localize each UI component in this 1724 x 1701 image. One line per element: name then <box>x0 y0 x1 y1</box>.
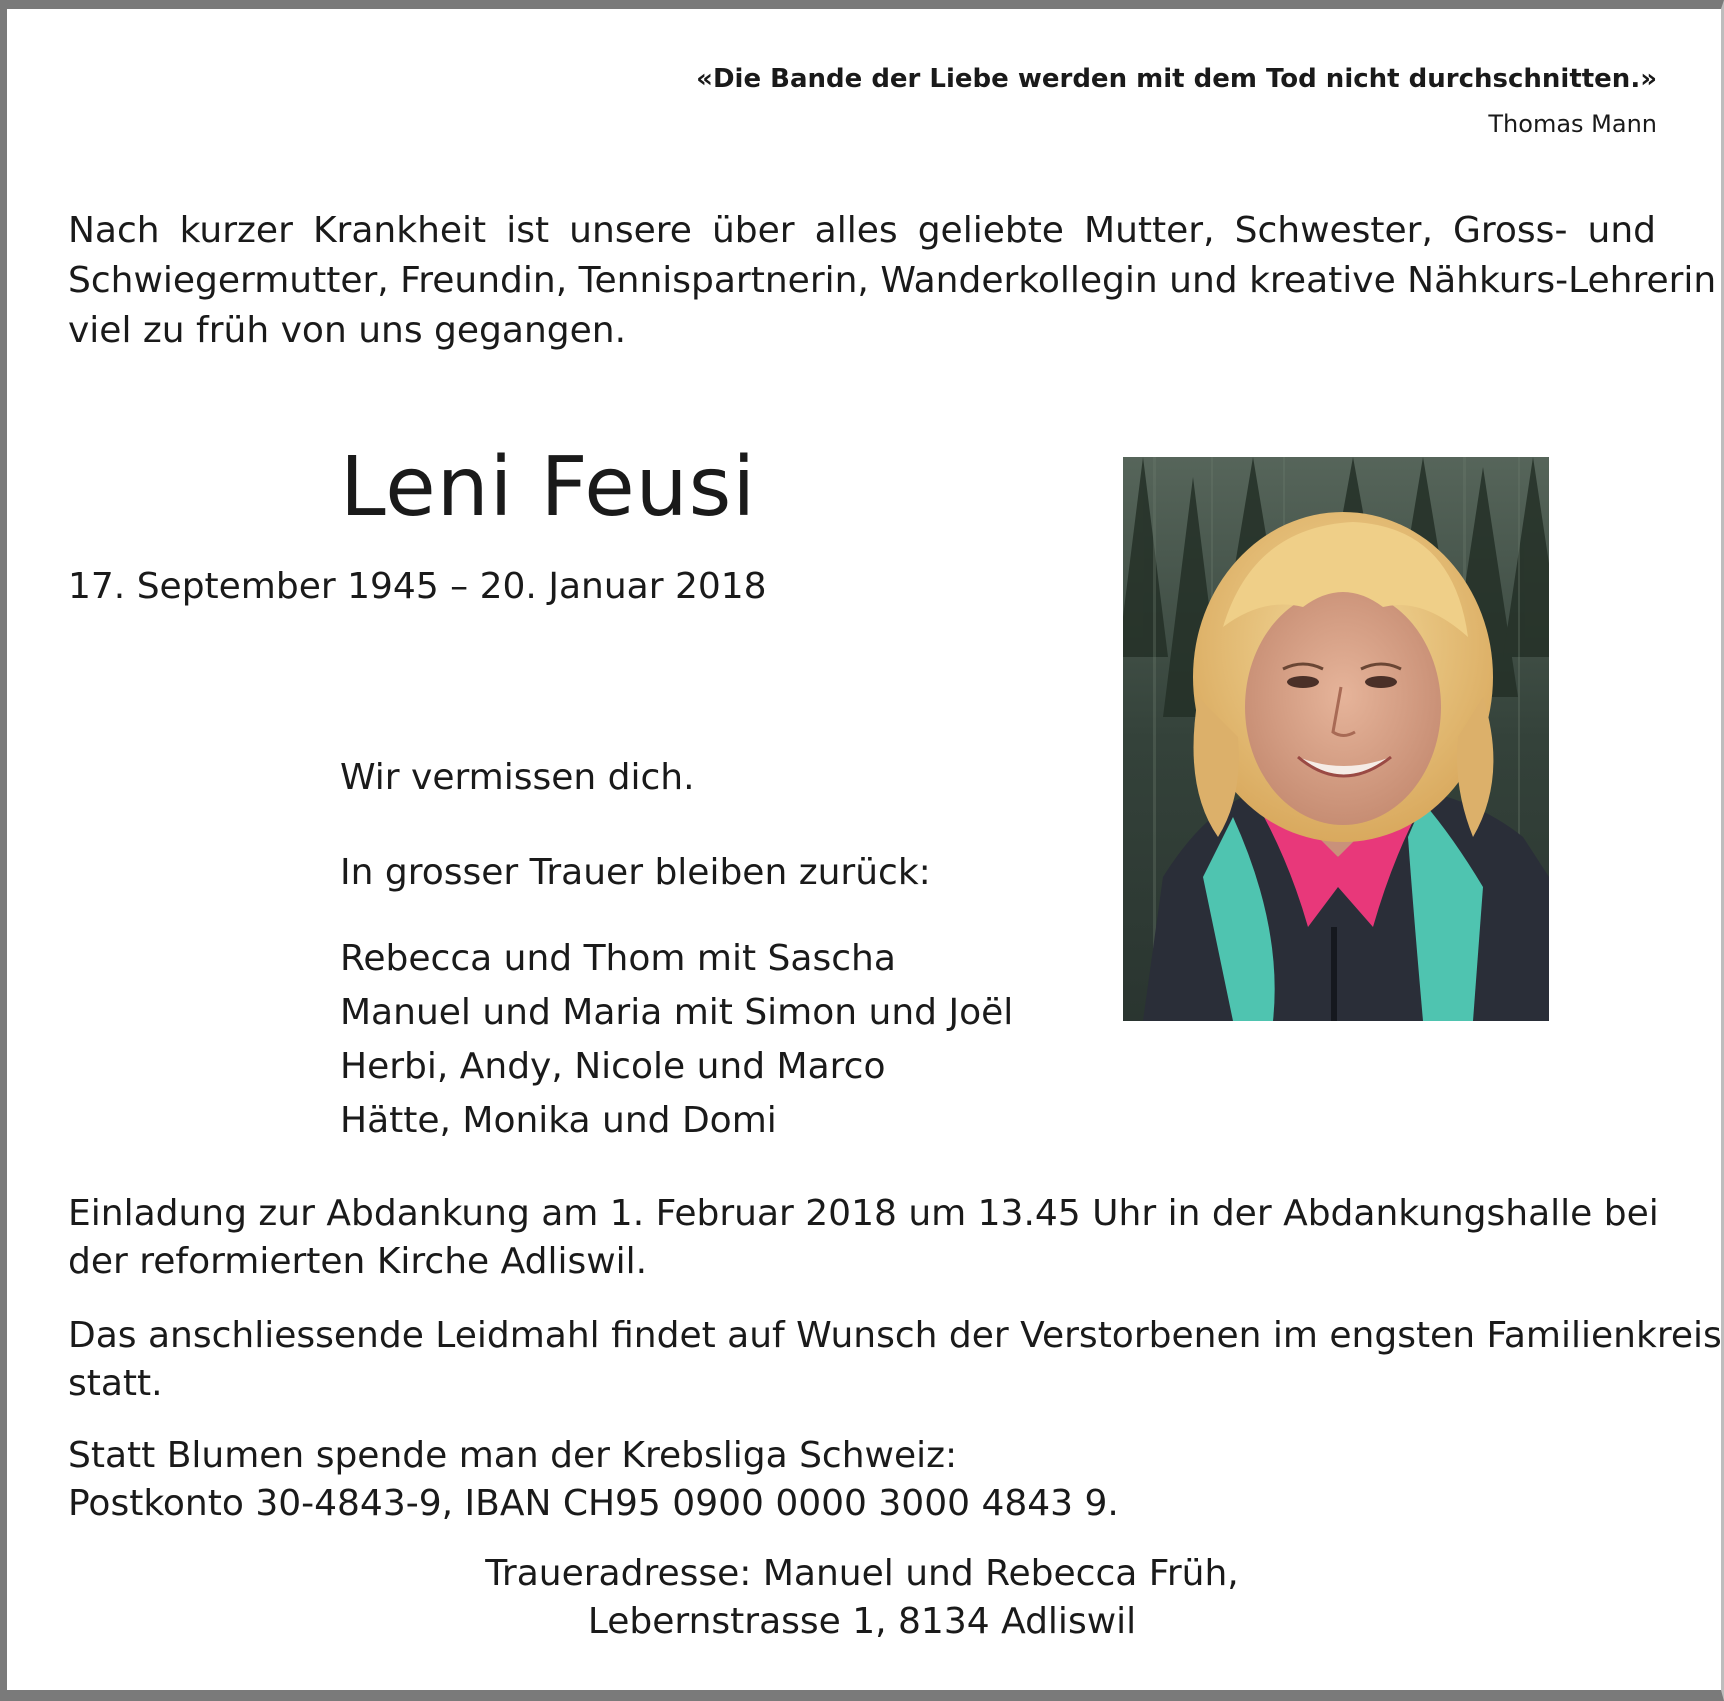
ceremony-line: Einladung zur Abdankung am 1. Februar 2018 um 13.45 Uhr in der Abdankungshalle bei <box>68 1193 1659 1234</box>
mourning-address <box>68 1550 1656 1646</box>
donation-line: Postkonto 30-4843-9, IBAN CH95 0900 0000 3000 4843 9. <box>68 1483 1119 1524</box>
intro-line: Nach kurzer Krankheit ist unsere über alles geliebte Mutter, Schwester, Gross- und <box>68 210 1656 251</box>
address-line: Lebernstrasse 1, 8134 Adliswil <box>587 1601 1137 1642</box>
ceremony-line: der reformierten Kirche Adliswil. <box>68 1241 648 1282</box>
list-item: Hätte, Monika und Domi <box>340 1100 777 1141</box>
mourners-list <box>340 932 1013 1148</box>
list-item: Herbi, Andy, Nicole und Marco <box>340 1046 886 1087</box>
portrait-photo <box>1123 457 1549 1021</box>
deceased-name: Leni Feusi <box>340 440 757 535</box>
life-dates: 17. September 1945 – 20. Januar 2018 <box>68 566 767 607</box>
intro-paragraph <box>68 206 1717 356</box>
list-item: Manuel und Maria mit Simon und Joël <box>340 992 1014 1033</box>
ceremony-paragraph <box>68 1190 1659 1286</box>
portrait-photo-icon <box>1123 457 1549 1021</box>
address-line: Traueradresse: Manuel und Rebecca Früh, <box>485 1553 1239 1594</box>
meal-line: Das anschliessende Leidmahl findet auf Wunsch der Verstorbenen im engsten Familienkreis <box>68 1315 1722 1356</box>
farewell-line: Wir vermissen dich. <box>340 757 695 798</box>
list-item: Rebecca und Thom mit Sascha <box>340 938 896 979</box>
meal-line: statt. <box>68 1363 163 1404</box>
epigraph-author: Thomas Mann <box>1488 110 1657 138</box>
donation-paragraph <box>68 1432 1656 1528</box>
meal-paragraph <box>68 1312 1722 1408</box>
intro-line: viel zu früh von uns gegangen. <box>68 310 627 351</box>
epigraph-quote: «Die Bande der Liebe werden mit dem Tod nicht durchschnitten.» <box>696 64 1657 94</box>
donation-line: Statt Blumen spende man der Krebsliga Schweiz: <box>68 1435 958 1476</box>
mourners-intro: In grosser Trauer bleiben zurück: <box>340 852 931 893</box>
intro-line: Schwiegermutter, Freundin, Tennispartnerin, Wanderkollegin und kreative Nähkurs-Lehrerin <box>68 260 1717 301</box>
